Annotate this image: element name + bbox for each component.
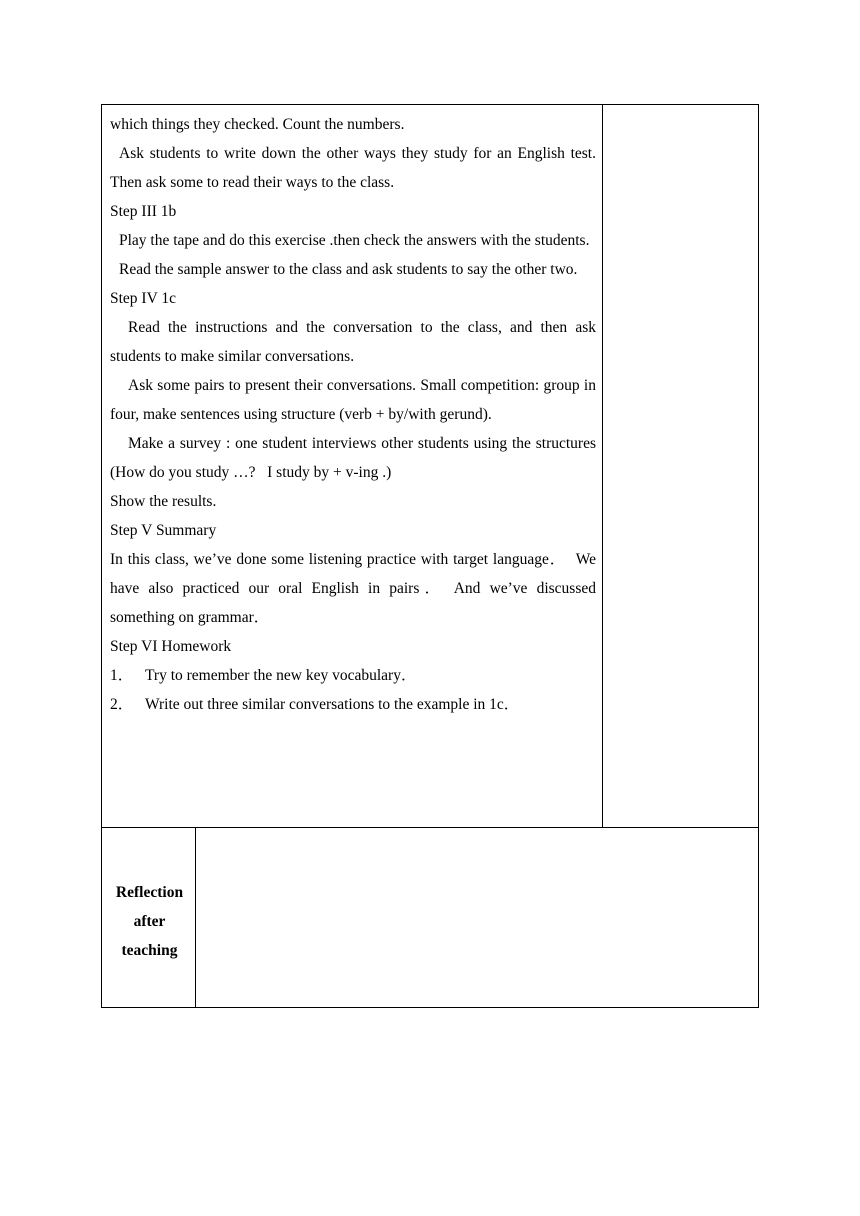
content-line: In this class, we’ve done some listening practice with target language． We have also practiced our oral English in pairs． And we’ve discussed something on grammar．	[110, 551, 596, 626]
reflection-label-line: Reflection	[115, 884, 184, 901]
content-line: Ask some pairs to present their conversations. Small competition: group in four, make sentences using structure (verb + by/with gerund).	[110, 377, 596, 423]
step-heading: Step III 1b	[110, 203, 177, 220]
notes-cell	[603, 104, 759, 828]
step-heading: Step IV 1c	[110, 290, 177, 307]
reflection-label-line: teaching	[121, 942, 178, 959]
content-line: Make a survey : one student interviews other students using the structures (How do you study …? I study by + v-ing .)	[110, 435, 596, 481]
content-line: Read the instructions and the conversation to the class, and then ask students to make similar conversations.	[110, 319, 596, 365]
step-heading: Step VI Homework	[110, 638, 232, 655]
homework-item	[110, 661, 596, 690]
homework-text: Write out three similar conversations to the example in 1c．	[145, 696, 520, 713]
homework-item	[110, 690, 596, 719]
content-line: Read the sample answer to the class and ask students to say the other two.	[119, 261, 578, 278]
homework-text: Try to remember the new key vocabulary．	[145, 667, 417, 684]
content-line: Play the tape and do this exercise .then check the answers with the students.	[119, 232, 590, 249]
reflection-content-cell	[196, 828, 759, 1008]
teaching-steps-text	[110, 110, 596, 719]
content-line: Show the results.	[110, 493, 217, 510]
reflection-label-line: after	[133, 913, 166, 930]
reflection-label	[102, 878, 197, 965]
homework-number: 1．	[110, 667, 134, 684]
content-line: Ask students to write down the other ways they study for an English test. Then ask some to read their ways to the class.	[110, 145, 596, 191]
reflection-label-cell	[101, 828, 196, 1008]
homework-number: 2．	[110, 696, 134, 713]
step-heading: Step V Summary	[110, 522, 217, 539]
lesson-plan-table	[101, 104, 759, 1008]
teaching-steps-cell	[101, 104, 603, 828]
content-line: which things they checked. Count the numbers.	[110, 116, 405, 133]
